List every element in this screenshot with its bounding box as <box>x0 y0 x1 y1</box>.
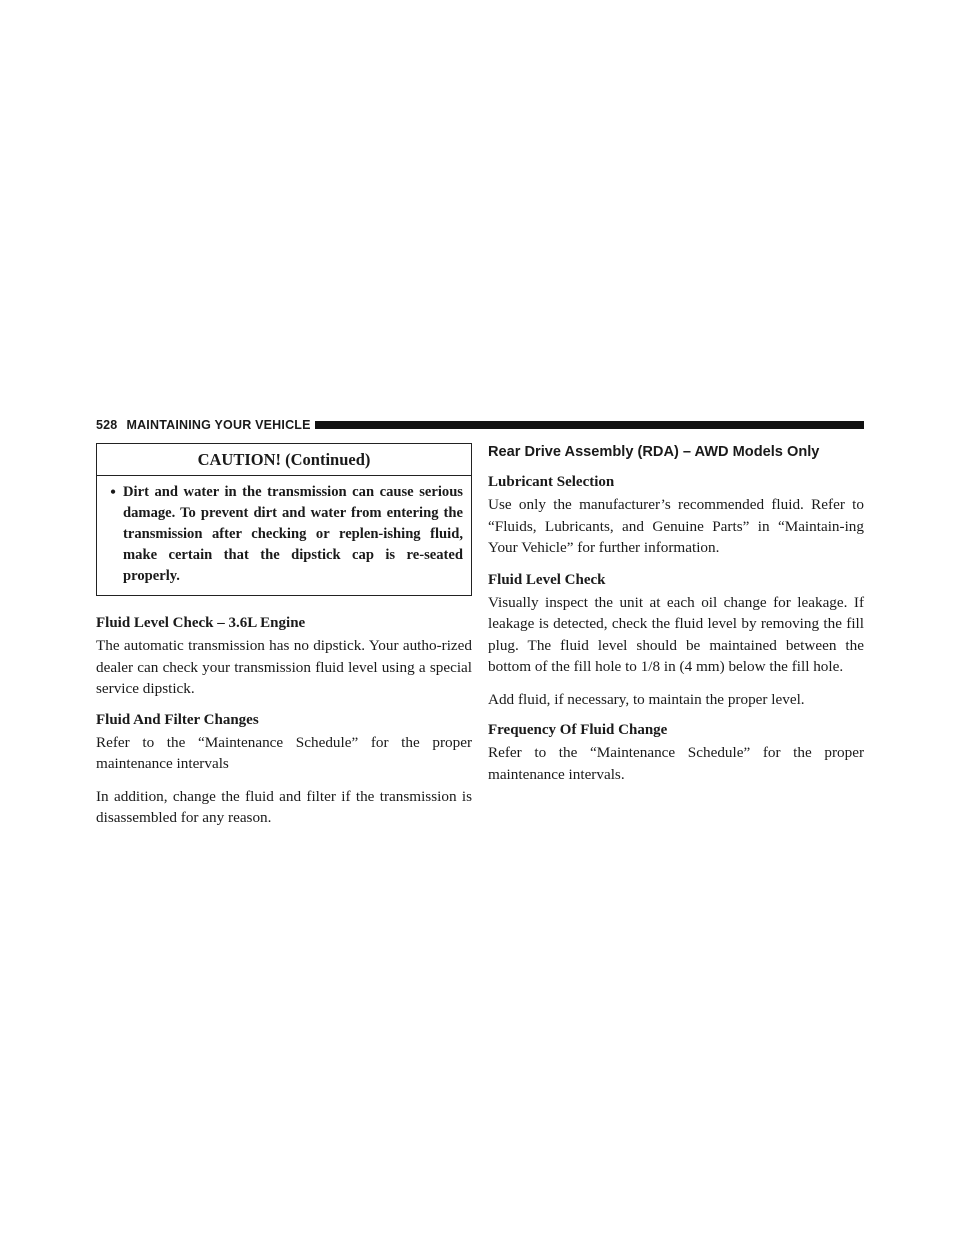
rda-heading: Rear Drive Assembly (RDA) – AWD Models Only <box>488 444 820 460</box>
bullet-icon: • <box>110 484 116 501</box>
lubricant-selection-heading: Lubricant Selection <box>488 474 615 490</box>
lubricant-selection-text: Use only the manufacturer’s recommended fluid. Refer to “Fluids, Lubricants, and Genuine Parts” in “Maintain-ing Your Vehicle” for further information. <box>488 496 864 556</box>
caution-box <box>96 443 472 596</box>
frequency-text: Refer to the “Maintenance Schedule” for the proper maintenance intervals. <box>488 744 864 783</box>
page-number: 528 <box>96 418 118 432</box>
rda-fluid-level-check-heading: Fluid Level Check <box>488 571 606 588</box>
caution-text: Dirt and water in the transmission can cause serious damage. To prevent dirt and water from entering the transmission after checking or replen-ishing fluid, make certain that the dipstick cap is re-seated properly. <box>123 484 463 584</box>
section-title: MAINTAINING YOUR VEHICLE <box>126 418 311 432</box>
left-column <box>96 443 472 829</box>
fluid-level-check-text: The automatic transmission has no dipstick. Your autho-rized dealer can check your transmission fluid level using a special service dipstick. <box>96 637 472 697</box>
rda-fluid-level-check-text: Visually inspect the unit at each oil change for leakage. If leakage is detected, check the fluid level by removing the fill plug. The fluid level should be maintained between the bottom of the fill hole to 1/8 in (4 mm) below the fill hole. <box>488 593 864 675</box>
fluid-level-check-heading: Fluid Level Check – 3.6L Engine <box>96 615 306 631</box>
fluid-filter-changes-text-2: In addition, change the fluid and filter if the transmission is disassembled for any reason. <box>96 787 472 826</box>
frequency-heading: Frequency Of Fluid Change <box>488 722 668 738</box>
caution-title: CAUTION! (Continued) <box>97 444 471 476</box>
page-header <box>96 415 864 435</box>
fluid-filter-changes-heading: Fluid And Filter Changes <box>96 711 259 728</box>
header-rule <box>315 421 864 429</box>
rda-fluid-level-check-text-2: Add fluid, if necessary, to maintain the proper level. <box>488 690 805 708</box>
caution-body <box>97 476 471 595</box>
right-column <box>488 443 864 785</box>
fluid-filter-changes-text: Refer to the “Maintenance Schedule” for the proper maintenance intervals <box>96 733 472 772</box>
